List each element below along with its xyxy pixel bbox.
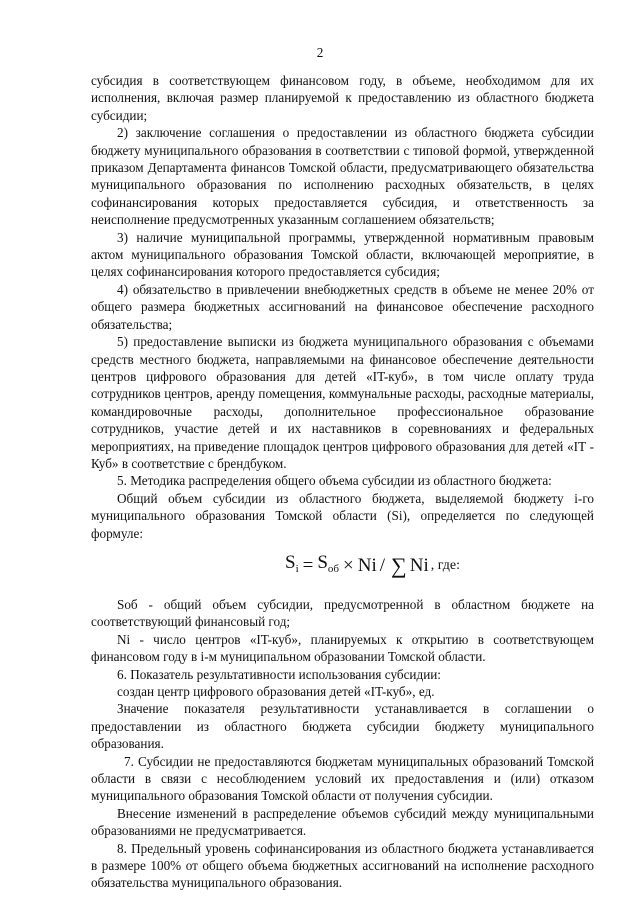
paragraph-formula-intro: Общий объем субсидии из областного бюджета, выделяемой бюджету i-го муниципального образования Томской области (Si), определяется по следующей формуле:: [91, 490, 594, 541]
document-body: [91, 72, 594, 892]
paragraph-item-3: 3) наличие муниципальной программы, утвержденной нормативным правовым актом муниципального образования Томской области, включающей мероприятие, в целях софинансирования которого предоставляется субсидия;: [91, 229, 594, 280]
section-7-paragraph: 7. Субсидии не предоставляются бюджетам муниципальных образований Томской области в связи с несоблюдением условий их предоставления и (или) отказом муниципального образования Томской области от получения субсидии.: [91, 753, 594, 804]
section-6-heading: 6. Показатель результативности использования субсидии:: [117, 666, 441, 682]
formula-lhs: $S_i$: [284, 551, 299, 575]
formula-sum-sign: ∑: [391, 553, 407, 579]
formula-times: ×: [343, 555, 354, 577]
paragraph-no-changes: Внесение изменений в распределение объемов субсидий между муниципальными образованиями не предусматривается.: [91, 805, 594, 839]
section-5-heading: 5. Методика распределения общего объема субсидии из областного бюджета:: [117, 473, 552, 489]
formula-ni-total: Ni: [409, 555, 429, 577]
formula-slash: /: [379, 555, 386, 577]
page-number: 2: [316, 45, 324, 60]
paragraph-continuation: субсидия в соответствующем финансовом году, в объеме, необходимом для их исполнения, включая размер планируемой к предоставлению из областного бюджета субсидии;: [91, 73, 594, 123]
paragraph-item-2: 2) заключение соглашения о предоставлении из областного бюджета субсидии бюджету муниципального образования в соответствии с типовой формой, утвержденной приказом Департамента финансов Томской области, предусматривающего обязательства муниципального образования по исполнению расходных обязательств, в целях софинансирования которых предоставляется субсидия, и ответственность за неисполнение предусмотренных указанным соглашением обязательств;: [91, 125, 594, 228]
paragraph-n-definition: Ni - число центров «IT-куб», планируемых к открытию в соответствующем финансовом году в i-м муниципальном образовании Томской области.: [91, 631, 594, 665]
section-8-paragraph: 8. Предельный уровень софинансирования из областного бюджета устанавливается в размере 100% от общего объема бюджетных ассигнований на исполнение расходного обязательства муниципального образования.: [91, 840, 594, 891]
subsidy-formula: [91, 544, 594, 588]
paragraph-item-4: 4) обязательство в привлечении внебюджетных средств в объеме не менее 20% от общего размера бюджетных ассигнований на финансовое обеспечение расходного обязательства;: [91, 281, 594, 332]
paragraph-s-definition: Sоб - общий объем субсидии, предусмотренной в областном бюджете на соответствующий финансовый год;: [91, 596, 594, 630]
formula-equals: =: [302, 555, 314, 577]
formula-tail: , где:: [430, 558, 460, 574]
paragraph-indicator-value: Значение показателя результативности устанавливается в соглашении о предоставлении из областного бюджета субсидии бюджету муниципального образования.: [91, 701, 594, 752]
formula-ni: Ni: [357, 555, 377, 577]
paragraph-item-5: 5) предоставление выписки из бюджета муниципального образования с объемами средств местного бюджета, направляемыми на финансовое обеспечение деятельности центров цифрового образования для детей «IT-куб», в том числе оплату труда сотрудников центров, аренду помещения, коммунальные расходы, расходные материалы, командировочные расходы, дополнительное профессиональное образование сотрудников, участие детей и их наставников в соревнованиях и федеральных мероприятиях, на приведение площадок центров цифрового образования для детей «IT - Куб» в соответствие с брендбуком.: [91, 334, 594, 471]
formula-s-total: $S_{об}$: [317, 551, 340, 575]
paragraph-indicator: создан центр цифрового образования детей «IT-куб», ед.: [117, 684, 435, 699]
